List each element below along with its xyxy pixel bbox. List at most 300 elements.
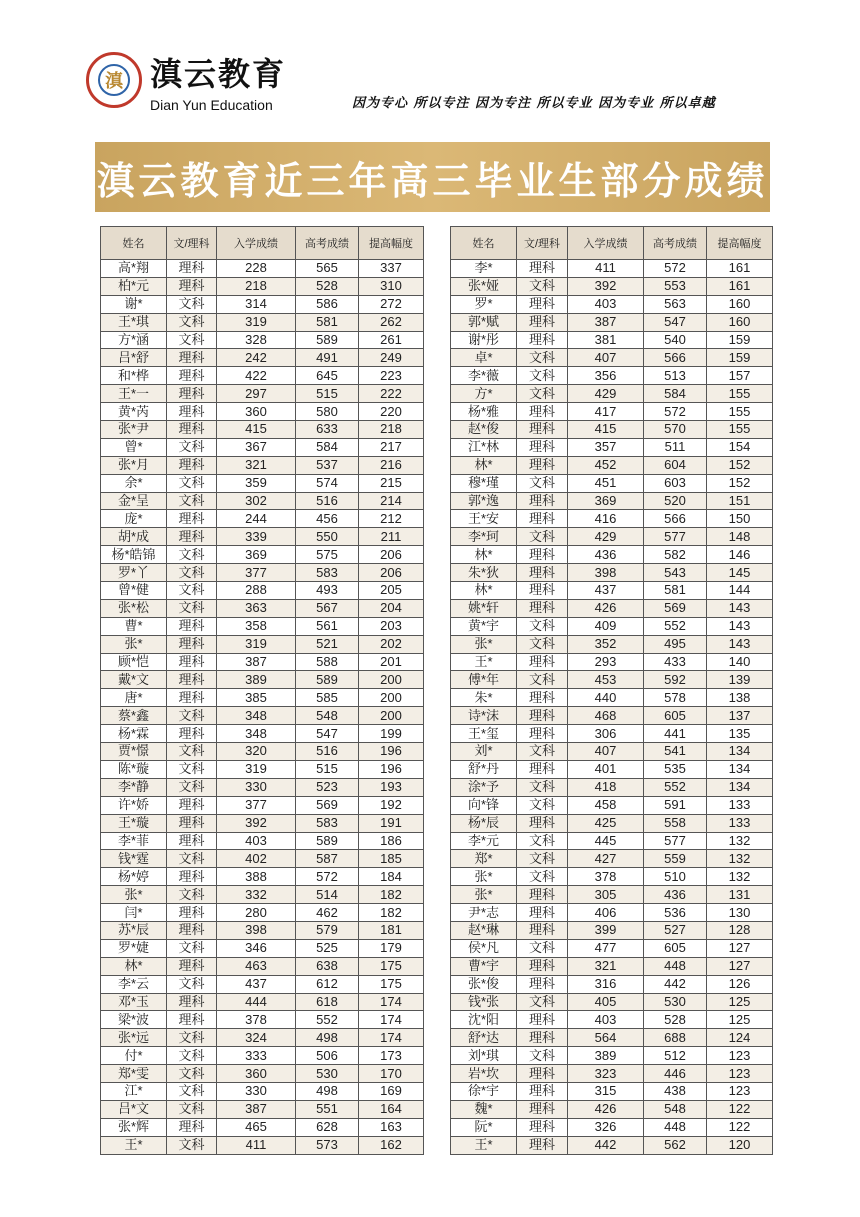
entrance-score-cell: 385 bbox=[217, 689, 296, 707]
improvement-cell: 123 bbox=[707, 1082, 773, 1100]
student-name-cell: 唐* bbox=[101, 689, 167, 707]
entrance-score-cell: 228 bbox=[217, 260, 296, 278]
improvement-cell: 145 bbox=[707, 564, 773, 582]
track-cell: 理科 bbox=[517, 421, 568, 439]
table-row bbox=[101, 582, 424, 600]
improvement-cell: 200 bbox=[359, 689, 424, 707]
gaokao-score-cell: 541 bbox=[644, 743, 707, 761]
entrance-score-cell: 436 bbox=[568, 546, 644, 564]
gaokao-score-cell: 567 bbox=[296, 599, 359, 617]
student-name-cell: 林* bbox=[451, 582, 517, 600]
track-cell: 理科 bbox=[517, 438, 568, 456]
improvement-cell: 159 bbox=[707, 349, 773, 367]
entrance-score-cell: 418 bbox=[568, 778, 644, 796]
entrance-score-cell: 403 bbox=[568, 295, 644, 313]
track-cell: 理科 bbox=[167, 671, 217, 689]
student-name-cell: 苏*辰 bbox=[101, 921, 167, 939]
track-cell: 文科 bbox=[517, 474, 568, 492]
entrance-score-cell: 348 bbox=[217, 707, 296, 725]
gaokao-score-cell: 577 bbox=[644, 832, 707, 850]
track-cell: 文科 bbox=[517, 850, 568, 868]
table-row bbox=[451, 349, 773, 367]
improvement-cell: 200 bbox=[359, 707, 424, 725]
table-row bbox=[451, 1136, 773, 1154]
gaokao-score-cell: 438 bbox=[644, 1082, 707, 1100]
gaokao-score-cell: 528 bbox=[296, 277, 359, 295]
student-name-cell: 姚*轩 bbox=[451, 599, 517, 617]
improvement-cell: 134 bbox=[707, 778, 773, 796]
scores-table-right bbox=[450, 226, 773, 1155]
track-cell: 理科 bbox=[517, 331, 568, 349]
table-row bbox=[101, 1047, 424, 1065]
table-row bbox=[451, 456, 773, 474]
table-row bbox=[101, 707, 424, 725]
improvement-cell: 179 bbox=[359, 939, 424, 957]
table-row bbox=[101, 850, 424, 868]
entrance-score-cell: 339 bbox=[217, 528, 296, 546]
track-cell: 文科 bbox=[167, 1136, 217, 1154]
scores-table-left bbox=[100, 226, 424, 1155]
improvement-cell: 181 bbox=[359, 921, 424, 939]
improvement-cell: 182 bbox=[359, 886, 424, 904]
improvement-cell: 212 bbox=[359, 510, 424, 528]
track-cell: 理科 bbox=[517, 313, 568, 331]
entrance-score-cell: 445 bbox=[568, 832, 644, 850]
student-name-cell: 徐*宇 bbox=[451, 1082, 517, 1100]
student-name-cell: 柏*元 bbox=[101, 277, 167, 295]
gaokao-score-cell: 591 bbox=[644, 796, 707, 814]
gaokao-score-cell: 456 bbox=[296, 510, 359, 528]
gaokao-score-cell: 588 bbox=[296, 653, 359, 671]
track-cell: 理科 bbox=[517, 904, 568, 922]
table-row bbox=[451, 528, 773, 546]
gaokao-score-cell: 543 bbox=[644, 564, 707, 582]
entrance-score-cell: 422 bbox=[217, 367, 296, 385]
track-cell: 文科 bbox=[517, 349, 568, 367]
entrance-score-cell: 293 bbox=[568, 653, 644, 671]
gaokao-score-cell: 515 bbox=[296, 385, 359, 403]
student-name-cell: 许*娇 bbox=[101, 796, 167, 814]
track-cell: 理科 bbox=[517, 1136, 568, 1154]
student-name-cell: 金*呈 bbox=[101, 492, 167, 510]
improvement-cell: 120 bbox=[707, 1136, 773, 1154]
gaokao-score-cell: 569 bbox=[644, 599, 707, 617]
improvement-cell: 174 bbox=[359, 1011, 424, 1029]
gaokao-score-cell: 581 bbox=[644, 582, 707, 600]
track-cell: 理科 bbox=[167, 725, 217, 743]
gaokao-score-cell: 574 bbox=[296, 474, 359, 492]
entrance-score-cell: 302 bbox=[217, 492, 296, 510]
table-row bbox=[451, 725, 773, 743]
table-row bbox=[451, 975, 773, 993]
improvement-cell: 125 bbox=[707, 1011, 773, 1029]
gaokao-score-cell: 441 bbox=[644, 725, 707, 743]
student-name-cell: 傅*年 bbox=[451, 671, 517, 689]
gaokao-score-cell: 573 bbox=[296, 1136, 359, 1154]
track-cell: 文科 bbox=[167, 760, 217, 778]
track-cell: 文科 bbox=[517, 778, 568, 796]
table-row bbox=[451, 492, 773, 510]
track-cell: 文科 bbox=[167, 1100, 217, 1118]
entrance-score-cell: 280 bbox=[217, 904, 296, 922]
student-name-cell: 曹* bbox=[101, 617, 167, 635]
student-name-cell: 罗*丫 bbox=[101, 564, 167, 582]
entrance-score-cell: 477 bbox=[568, 939, 644, 957]
student-name-cell: 杨*辰 bbox=[451, 814, 517, 832]
table-row bbox=[101, 904, 424, 922]
student-name-cell: 李*菲 bbox=[101, 832, 167, 850]
student-name-cell: 林* bbox=[451, 456, 517, 474]
gaokao-score-cell: 582 bbox=[644, 546, 707, 564]
gaokao-score-cell: 498 bbox=[296, 1029, 359, 1047]
gaokao-score-cell: 566 bbox=[644, 510, 707, 528]
gaokao-score-cell: 525 bbox=[296, 939, 359, 957]
entrance-score-cell: 429 bbox=[568, 528, 644, 546]
student-name-cell: 穆*瑾 bbox=[451, 474, 517, 492]
table-row bbox=[451, 921, 773, 939]
entrance-score-cell: 392 bbox=[568, 277, 644, 295]
gaokao-score-cell: 521 bbox=[296, 635, 359, 653]
table-row bbox=[451, 671, 773, 689]
table-row bbox=[451, 313, 773, 331]
track-cell: 理科 bbox=[517, 582, 568, 600]
entrance-score-cell: 378 bbox=[217, 1011, 296, 1029]
table-row bbox=[101, 349, 424, 367]
track-cell: 理科 bbox=[517, 564, 568, 582]
improvement-cell: 337 bbox=[359, 260, 424, 278]
improvement-cell: 155 bbox=[707, 421, 773, 439]
table-header-row bbox=[101, 227, 424, 260]
table-row bbox=[451, 850, 773, 868]
improvement-cell: 185 bbox=[359, 850, 424, 868]
student-name-cell: 杨*皓锦 bbox=[101, 546, 167, 564]
entrance-score-cell: 389 bbox=[217, 671, 296, 689]
track-cell: 文科 bbox=[167, 1082, 217, 1100]
entrance-score-cell: 315 bbox=[568, 1082, 644, 1100]
table-row bbox=[451, 796, 773, 814]
track-cell: 文科 bbox=[517, 617, 568, 635]
improvement-cell: 201 bbox=[359, 653, 424, 671]
entrance-score-cell: 458 bbox=[568, 796, 644, 814]
column-header: 入学成绩 bbox=[568, 227, 644, 260]
gaokao-score-cell: 562 bbox=[644, 1136, 707, 1154]
entrance-score-cell: 358 bbox=[217, 617, 296, 635]
gaokao-score-cell: 572 bbox=[644, 260, 707, 278]
track-cell: 理科 bbox=[517, 1065, 568, 1083]
track-cell: 文科 bbox=[167, 778, 217, 796]
improvement-cell: 132 bbox=[707, 868, 773, 886]
student-name-cell: 卓* bbox=[451, 349, 517, 367]
improvement-cell: 175 bbox=[359, 975, 424, 993]
student-name-cell: 林* bbox=[451, 546, 517, 564]
table-row bbox=[451, 904, 773, 922]
student-name-cell: 高*翔 bbox=[101, 260, 167, 278]
table-row bbox=[451, 868, 773, 886]
gaokao-score-cell: 535 bbox=[644, 760, 707, 778]
gaokao-score-cell: 550 bbox=[296, 528, 359, 546]
track-cell: 理科 bbox=[517, 456, 568, 474]
track-cell: 理科 bbox=[517, 653, 568, 671]
track-cell: 理科 bbox=[517, 295, 568, 313]
track-cell: 理科 bbox=[167, 689, 217, 707]
entrance-score-cell: 369 bbox=[568, 492, 644, 510]
student-name-cell: 江*林 bbox=[451, 438, 517, 456]
table-row bbox=[451, 385, 773, 403]
gaokao-score-cell: 618 bbox=[296, 993, 359, 1011]
gaokao-score-cell: 579 bbox=[296, 921, 359, 939]
table-row bbox=[101, 367, 424, 385]
entrance-score-cell: 288 bbox=[217, 582, 296, 600]
track-cell: 文科 bbox=[167, 438, 217, 456]
entrance-score-cell: 407 bbox=[568, 743, 644, 761]
gaokao-score-cell: 552 bbox=[644, 778, 707, 796]
track-cell: 理科 bbox=[167, 421, 217, 439]
track-cell: 文科 bbox=[167, 599, 217, 617]
entrance-score-cell: 333 bbox=[217, 1047, 296, 1065]
track-cell: 文科 bbox=[167, 331, 217, 349]
table-row bbox=[451, 277, 773, 295]
table-row bbox=[451, 510, 773, 528]
track-cell: 理科 bbox=[517, 403, 568, 421]
column-header: 入学成绩 bbox=[217, 227, 296, 260]
table-row bbox=[101, 921, 424, 939]
track-cell: 理科 bbox=[167, 1118, 217, 1136]
entrance-score-cell: 297 bbox=[217, 385, 296, 403]
table-row bbox=[101, 1011, 424, 1029]
improvement-cell: 174 bbox=[359, 993, 424, 1011]
improvement-cell: 184 bbox=[359, 868, 424, 886]
table-row bbox=[451, 814, 773, 832]
improvement-cell: 174 bbox=[359, 1029, 424, 1047]
student-name-cell: 郭*逸 bbox=[451, 492, 517, 510]
entrance-score-cell: 403 bbox=[217, 832, 296, 850]
entrance-score-cell: 387 bbox=[568, 313, 644, 331]
entrance-score-cell: 242 bbox=[217, 349, 296, 367]
table-row bbox=[101, 474, 424, 492]
table-row bbox=[101, 993, 424, 1011]
table-row bbox=[101, 313, 424, 331]
entrance-score-cell: 328 bbox=[217, 331, 296, 349]
improvement-cell: 173 bbox=[359, 1047, 424, 1065]
student-name-cell: 王*一 bbox=[101, 385, 167, 403]
gaokao-score-cell: 578 bbox=[644, 689, 707, 707]
student-name-cell: 罗* bbox=[451, 295, 517, 313]
gaokao-score-cell: 561 bbox=[296, 617, 359, 635]
gaokao-score-cell: 493 bbox=[296, 582, 359, 600]
improvement-cell: 139 bbox=[707, 671, 773, 689]
track-cell: 理科 bbox=[167, 921, 217, 939]
table-row bbox=[101, 975, 424, 993]
student-name-cell: 王*璇 bbox=[101, 814, 167, 832]
improvement-cell: 249 bbox=[359, 349, 424, 367]
track-cell: 理科 bbox=[517, 814, 568, 832]
track-cell: 理科 bbox=[517, 975, 568, 993]
student-name-cell: 郭*赋 bbox=[451, 313, 517, 331]
student-name-cell: 吕*文 bbox=[101, 1100, 167, 1118]
gaokao-score-cell: 506 bbox=[296, 1047, 359, 1065]
entrance-score-cell: 398 bbox=[568, 564, 644, 582]
track-cell: 理科 bbox=[167, 868, 217, 886]
table-row bbox=[101, 743, 424, 761]
track-cell: 理科 bbox=[167, 349, 217, 367]
student-name-cell: 尹*志 bbox=[451, 904, 517, 922]
track-cell: 文科 bbox=[517, 528, 568, 546]
column-header: 姓名 bbox=[451, 227, 517, 260]
improvement-cell: 135 bbox=[707, 725, 773, 743]
gaokao-score-cell: 551 bbox=[296, 1100, 359, 1118]
column-header: 姓名 bbox=[101, 227, 167, 260]
entrance-score-cell: 363 bbox=[217, 599, 296, 617]
improvement-cell: 202 bbox=[359, 635, 424, 653]
student-name-cell: 付* bbox=[101, 1047, 167, 1065]
table-row bbox=[101, 1118, 424, 1136]
student-name-cell: 曾* bbox=[101, 438, 167, 456]
student-name-cell: 戴*文 bbox=[101, 671, 167, 689]
improvement-cell: 216 bbox=[359, 456, 424, 474]
improvement-cell: 196 bbox=[359, 760, 424, 778]
gaokao-score-cell: 448 bbox=[644, 1118, 707, 1136]
improvement-cell: 223 bbox=[359, 367, 424, 385]
track-cell: 文科 bbox=[167, 1047, 217, 1065]
student-name-cell: 张* bbox=[101, 886, 167, 904]
table-row bbox=[101, 689, 424, 707]
gaokao-score-cell: 589 bbox=[296, 832, 359, 850]
student-name-cell: 黄*芮 bbox=[101, 403, 167, 421]
track-cell: 理科 bbox=[517, 599, 568, 617]
student-name-cell: 张* bbox=[101, 635, 167, 653]
student-name-cell: 曹*宇 bbox=[451, 957, 517, 975]
student-name-cell: 李* bbox=[451, 260, 517, 278]
table-row bbox=[451, 331, 773, 349]
gaokao-score-cell: 512 bbox=[644, 1047, 707, 1065]
track-cell: 理科 bbox=[517, 510, 568, 528]
gaokao-score-cell: 510 bbox=[644, 868, 707, 886]
improvement-cell: 128 bbox=[707, 921, 773, 939]
entrance-score-cell: 415 bbox=[568, 421, 644, 439]
student-name-cell: 谢* bbox=[101, 295, 167, 313]
gaokao-score-cell: 537 bbox=[296, 456, 359, 474]
student-name-cell: 张*辉 bbox=[101, 1118, 167, 1136]
logo-emblem-icon bbox=[86, 52, 142, 108]
track-cell: 文科 bbox=[167, 492, 217, 510]
student-name-cell: 李*元 bbox=[451, 832, 517, 850]
entrance-score-cell: 409 bbox=[568, 617, 644, 635]
improvement-cell: 215 bbox=[359, 474, 424, 492]
entrance-score-cell: 403 bbox=[568, 1011, 644, 1029]
gaokao-score-cell: 511 bbox=[644, 438, 707, 456]
student-name-cell: 魏* bbox=[451, 1100, 517, 1118]
student-name-cell: 钱*霆 bbox=[101, 850, 167, 868]
logo-emblem-glyph: 滇 bbox=[98, 64, 130, 96]
improvement-cell: 218 bbox=[359, 421, 424, 439]
track-cell: 理科 bbox=[517, 957, 568, 975]
track-cell: 文科 bbox=[167, 1065, 217, 1083]
improvement-cell: 143 bbox=[707, 617, 773, 635]
entrance-score-cell: 319 bbox=[217, 313, 296, 331]
student-name-cell: 张*远 bbox=[101, 1029, 167, 1047]
student-name-cell: 王* bbox=[101, 1136, 167, 1154]
track-cell: 理科 bbox=[517, 725, 568, 743]
student-name-cell: 杨*雅 bbox=[451, 403, 517, 421]
table-row bbox=[101, 760, 424, 778]
student-name-cell: 岩*坎 bbox=[451, 1065, 517, 1083]
gaokao-score-cell: 569 bbox=[296, 796, 359, 814]
table-body bbox=[451, 260, 773, 1155]
student-name-cell: 张* bbox=[451, 635, 517, 653]
track-cell: 文科 bbox=[517, 796, 568, 814]
improvement-cell: 127 bbox=[707, 939, 773, 957]
track-cell: 文科 bbox=[517, 367, 568, 385]
entrance-score-cell: 465 bbox=[217, 1118, 296, 1136]
improvement-cell: 214 bbox=[359, 492, 424, 510]
gaokao-score-cell: 530 bbox=[644, 993, 707, 1011]
improvement-cell: 193 bbox=[359, 778, 424, 796]
entrance-score-cell: 316 bbox=[568, 975, 644, 993]
student-name-cell: 李*云 bbox=[101, 975, 167, 993]
gaokao-score-cell: 436 bbox=[644, 886, 707, 904]
improvement-cell: 143 bbox=[707, 635, 773, 653]
student-name-cell: 闫* bbox=[101, 904, 167, 922]
table-row bbox=[101, 1082, 424, 1100]
table-row bbox=[101, 421, 424, 439]
track-cell: 理科 bbox=[167, 993, 217, 1011]
student-name-cell: 梁*波 bbox=[101, 1011, 167, 1029]
improvement-cell: 192 bbox=[359, 796, 424, 814]
student-name-cell: 王* bbox=[451, 1136, 517, 1154]
table-row bbox=[101, 331, 424, 349]
gaokao-score-cell: 577 bbox=[644, 528, 707, 546]
entrance-score-cell: 324 bbox=[217, 1029, 296, 1047]
gaokao-score-cell: 592 bbox=[644, 671, 707, 689]
entrance-score-cell: 425 bbox=[568, 814, 644, 832]
gaokao-score-cell: 580 bbox=[296, 403, 359, 421]
entrance-score-cell: 357 bbox=[568, 438, 644, 456]
student-name-cell: 庞* bbox=[101, 510, 167, 528]
student-name-cell: 张*娅 bbox=[451, 277, 517, 295]
column-header: 高考成绩 bbox=[296, 227, 359, 260]
table-row bbox=[451, 421, 773, 439]
track-cell: 文科 bbox=[167, 975, 217, 993]
table-row bbox=[101, 886, 424, 904]
improvement-cell: 131 bbox=[707, 886, 773, 904]
track-cell: 理科 bbox=[167, 385, 217, 403]
student-name-cell: 杨*霖 bbox=[101, 725, 167, 743]
improvement-cell: 132 bbox=[707, 850, 773, 868]
student-name-cell: 贾*憬 bbox=[101, 743, 167, 761]
gaokao-score-cell: 570 bbox=[644, 421, 707, 439]
track-cell: 理科 bbox=[517, 1029, 568, 1047]
track-cell: 理科 bbox=[517, 1118, 568, 1136]
table-row bbox=[451, 743, 773, 761]
improvement-cell: 148 bbox=[707, 528, 773, 546]
entrance-score-cell: 330 bbox=[217, 1082, 296, 1100]
track-cell: 理科 bbox=[517, 689, 568, 707]
entrance-score-cell: 415 bbox=[217, 421, 296, 439]
improvement-cell: 206 bbox=[359, 546, 424, 564]
improvement-cell: 123 bbox=[707, 1065, 773, 1083]
table-row bbox=[101, 260, 424, 278]
column-header: 提高幅度 bbox=[359, 227, 424, 260]
gaokao-score-cell: 586 bbox=[296, 295, 359, 313]
entrance-score-cell: 426 bbox=[568, 599, 644, 617]
entrance-score-cell: 399 bbox=[568, 921, 644, 939]
gaokao-score-cell: 433 bbox=[644, 653, 707, 671]
track-cell: 文科 bbox=[517, 635, 568, 653]
column-header: 提高幅度 bbox=[707, 227, 773, 260]
student-name-cell: 王*琪 bbox=[101, 313, 167, 331]
improvement-cell: 157 bbox=[707, 367, 773, 385]
table-row bbox=[101, 492, 424, 510]
